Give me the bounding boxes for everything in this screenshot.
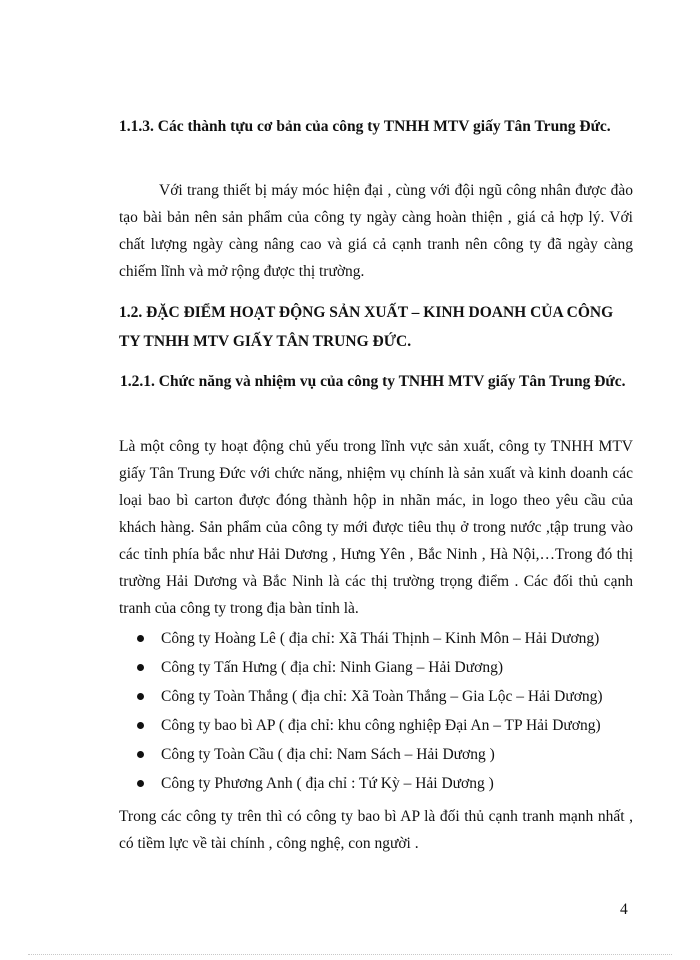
bullet-icon: [137, 693, 144, 700]
list-item: Công ty bao bì AP ( địa chỉ: khu công nghiệp Đại An – TP Hải Dương): [137, 711, 637, 740]
bullet-icon: [137, 664, 144, 671]
bullet-icon: [137, 751, 144, 758]
section-1-2-heading: 1.2. ĐẶC ĐIỂM HOẠT ĐỘNG SẢN XUẤT – KINH DOANH CỦA CÔNG TY TNHH MTV GIẤY TÂN TRUNG ĐỨC.: [119, 304, 614, 350]
bullet-icon: [137, 635, 144, 642]
section-1-1-3-body: Với trang thiết bị máy móc hiện đại , cùng với đội ngũ công nhân được đào tạo bài bản nên sản phẩm của công ty ngày càng hoàn thiện , giá cả hợp lý. Với chất lượng ngày càng nâng cao và giá cả cạnh tranh nên công ty đã ngày càng chiếm lĩnh và mở rộng được thị trường.: [119, 182, 633, 280]
section-1-2-1-heading: 1.2.1. Chức năng và nhiệm vụ của công ty TNHH MTV giấy Tân Trung Đức.: [120, 373, 626, 390]
closing-paragraph: Trong các công ty trên thì có công ty bao bì AP là đối thủ cạnh tranh mạnh nhất , có tiềm lực về tài chính , công nghệ, con người .: [119, 808, 633, 852]
list-item: Công ty Phương Anh ( địa chỉ : Tứ Kỳ – Hải Dương ): [137, 769, 637, 798]
list-item: Công ty Hoàng Lê ( địa chỉ: Xã Thái Thịnh – Kinh Môn – Hải Dương): [137, 624, 637, 653]
bullet-icon: [137, 722, 144, 729]
section-1-1-3-heading: 1.1.3. Các thành tựu cơ bản của công ty TNHH MTV giấy Tân Trung Đức.: [119, 118, 611, 135]
competitor-list: [137, 624, 637, 798]
list-item: Công ty Tấn Hưng ( địa chỉ: Ninh Giang – Hải Dương): [137, 653, 637, 682]
bullet-icon: [137, 780, 144, 787]
section-1-2-1-body: Là một công ty hoạt động chủ yếu trong lĩnh vực sản xuất, công ty TNHH MTV giấy Tân Trung Đức với chức năng, nhiệm vụ chính là sản xuất và kinh doanh các loại bao bì carton được đóng thành hộp in nhãn mác, in logo theo yêu cầu của khách hàng. Sản phẩm của công ty mới được tiêu thụ ở trong nước ,tập trung vào các tỉnh phía bắc như Hải Dương , Hưng Yên , Bắc Ninh , Hà Nội,…Trong đó thị trường Hải Dương và Bắc Ninh là các thị trường trọng điểm . Các đối thủ cạnh tranh của công ty trong địa bàn tỉnh là.: [119, 438, 633, 617]
list-item: Công ty Toàn Thắng ( địa chỉ: Xã Toàn Thắng – Gia Lộc – Hải Dương): [137, 682, 637, 711]
list-item: Công ty Toàn Cầu ( địa chỉ: Nam Sách – Hải Dương ): [137, 740, 637, 769]
page-bottom-divider: [28, 954, 672, 955]
page-number: 4: [620, 901, 628, 918]
